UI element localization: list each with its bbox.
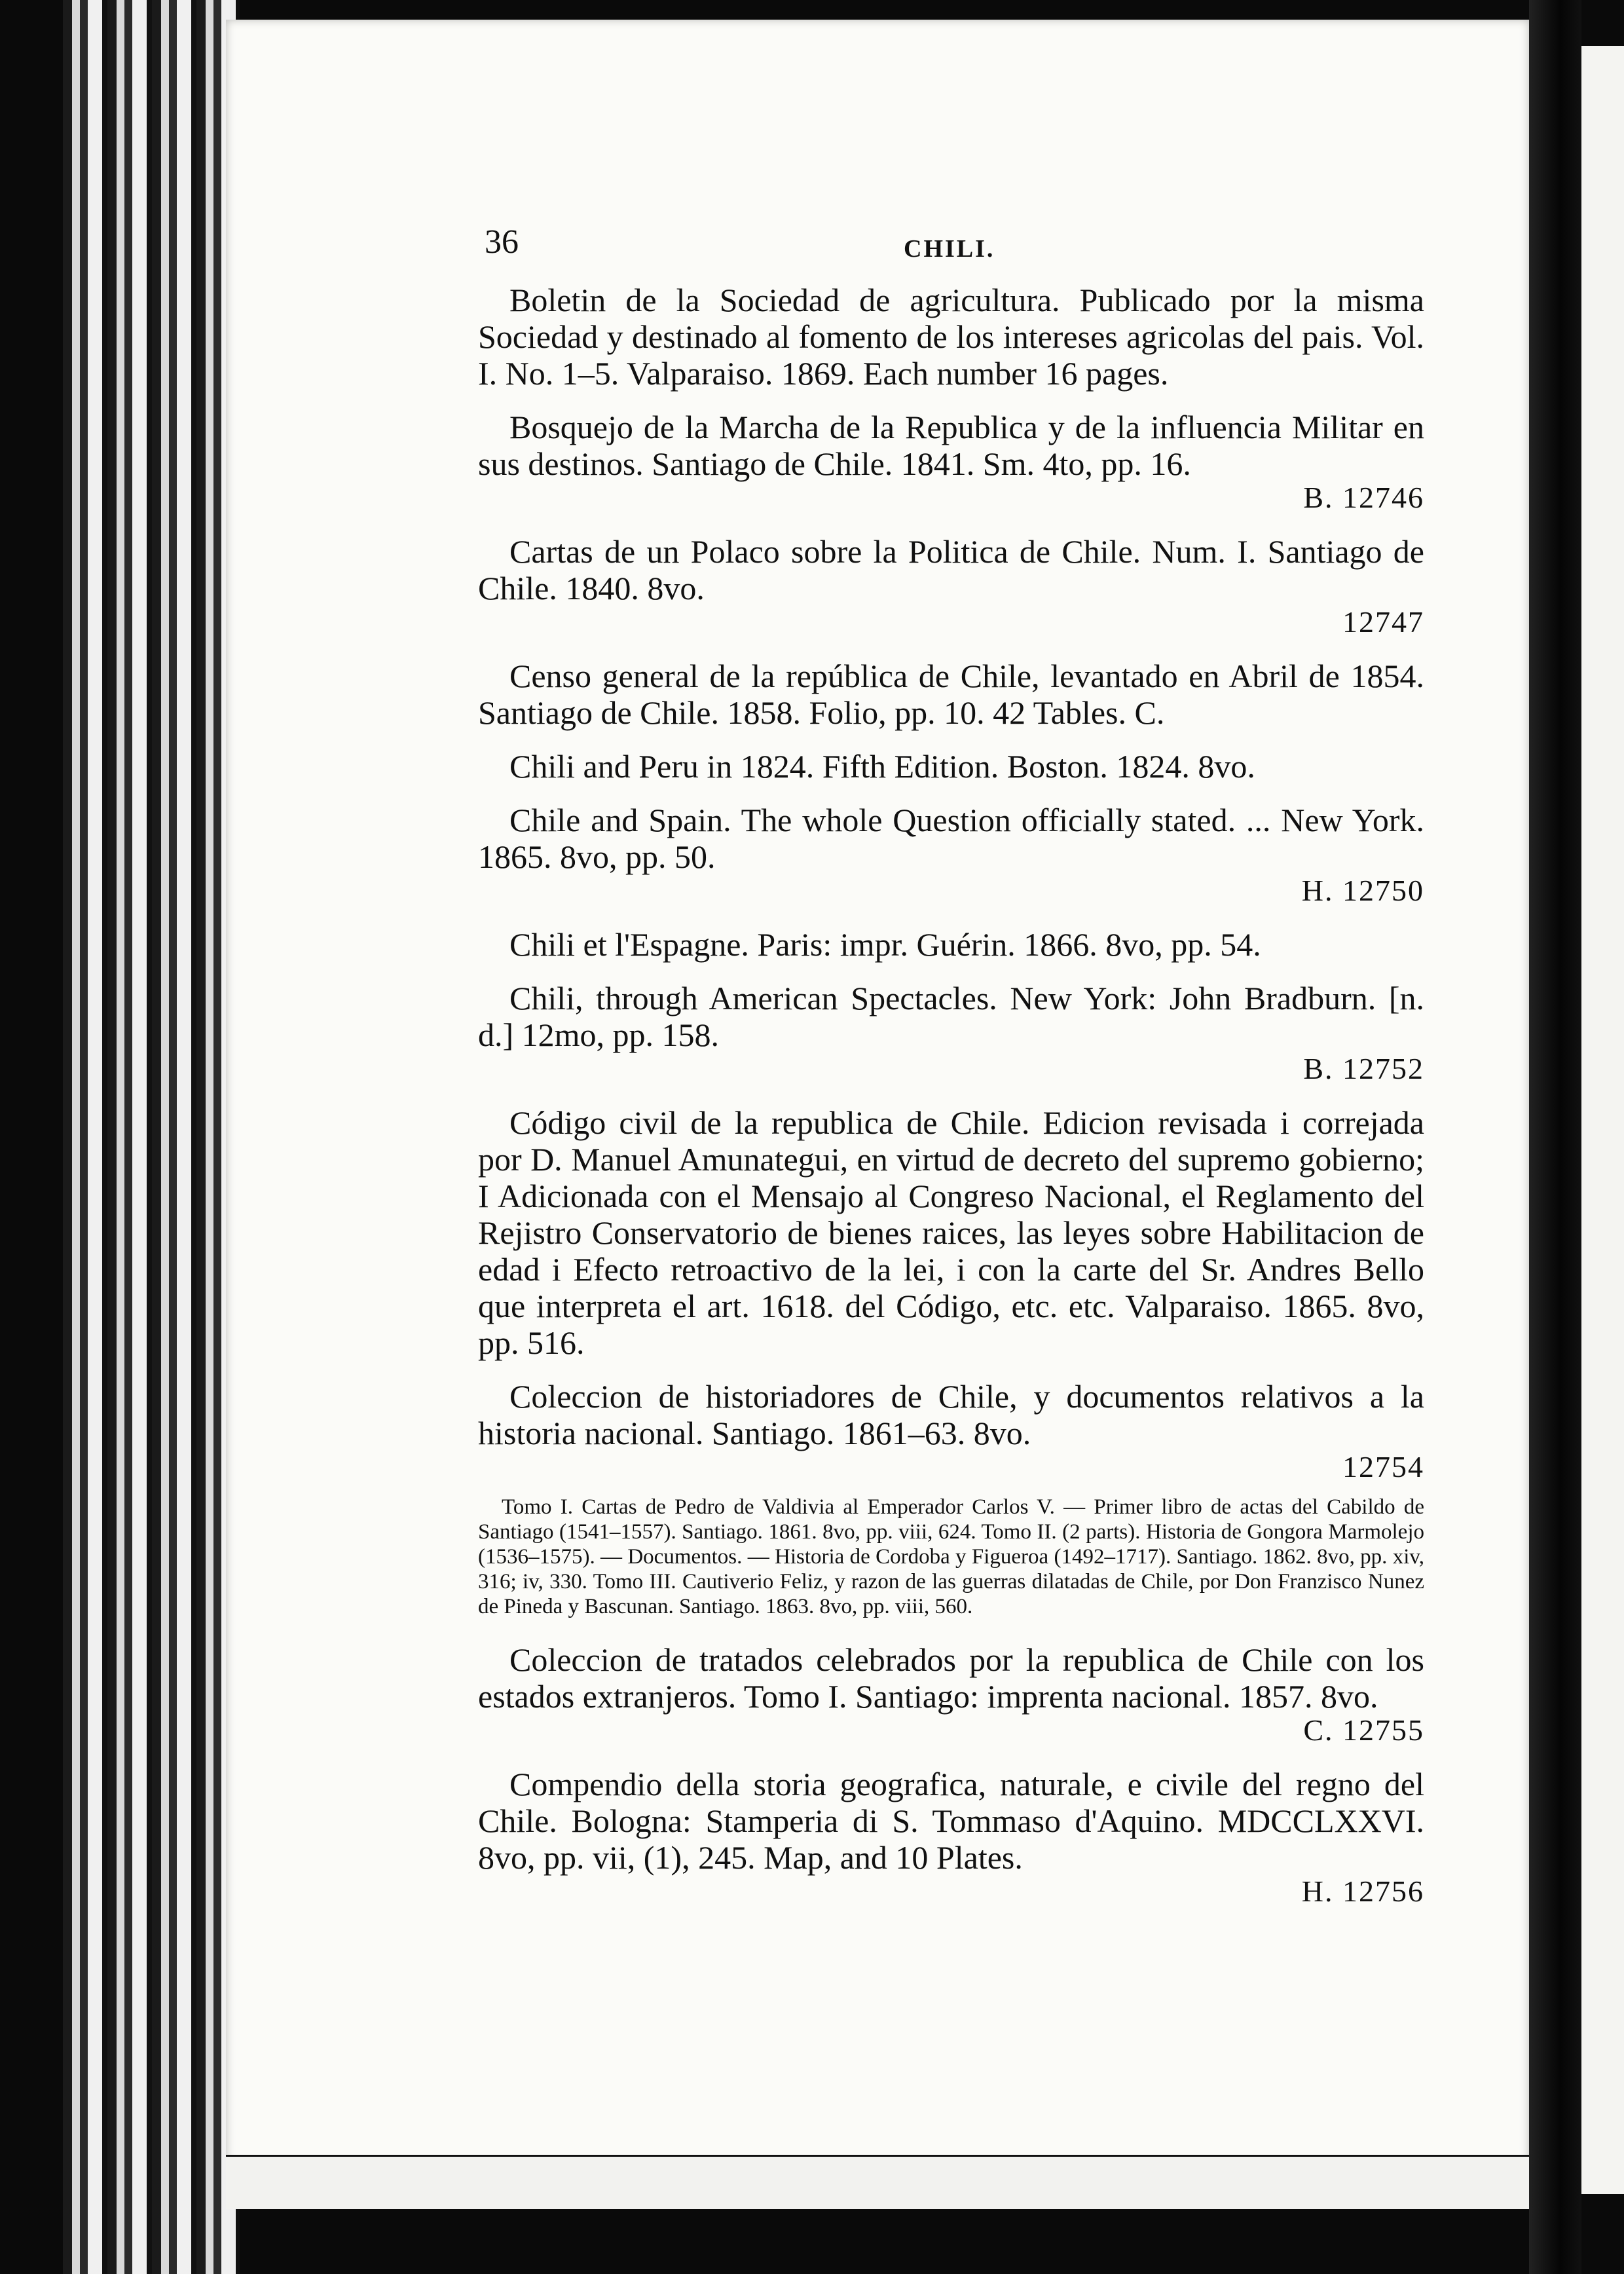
entry-text: Código civil de la republica de Chile. Edicion revisada i correjada por D. Manuel Amunategui, en virtud de decreto del supremo gobierno; I Adicionada con el Mensajo al Congreso Nacional, el Reglamento del Rejistro Conservatorio de bienes raices, las leyes sobre Habilitacion de edad i Efecto retroactivo de la lei, i con la carte del Sr. Andres Bello que interpreta el art. 1618. del Código, etc. etc. Valparaiso. 1865. 8vo, pp. 516. [478, 1104, 1424, 1361]
entry-text: Compendio della storia geografica, naturale, e civile del regno del Chile. Bologna: Stamperia di S. Tommaso d'Aquino. MDCCLXXVI. 8vo, pp. vii, (1), 245. Map, and 10 Plates. [478, 1766, 1424, 1876]
bibliography-entry [478, 1104, 1424, 1361]
entry-contents-note: Tomo I. Cartas de Pedro de Valdivia al Emperador Carlos V. — Primer libro de actas del Cabildo de Santiago (1541–1557). Santiago. 1861. 8vo, pp. viii, 624. Tomo II. (2 parts). Historia de Gongora Marmolejo (1536–1575). — Documentos. — Historia de Cordoba y Figueroa (1492–1717). Santiago. 1862. 8vo, pp. xiv, 316; iv, 330. Tomo III. Cautiverio Feliz, y razon de las guerras dilatadas de Chile, por Don Franzisco Nunez de Pineda y Bascunan. Santiago. 1863. 8vo, pp. viii, 560. [478, 1495, 1424, 1618]
page-number: 36 [485, 223, 519, 261]
entry-reference-number: 12754 [1342, 1450, 1424, 1483]
entry-text: Chili et l'Espagne. Paris: impr. Guérin. 1866. 8vo, pp. 54. [509, 926, 1261, 963]
bibliography-entry [478, 533, 1424, 641]
running-head [478, 223, 1424, 282]
entry-text: Boletin de la Sociedad de agricultura. Publicado por la misma Sociedad y destinado al fomento de los intereses agricolas del pais. Vol. I. No. 1–5. Valparaiso. 1869. Each number 16 pages. [478, 282, 1424, 392]
entry-text: Chile and Spain. The whole Question officially stated. ... New York. 1865. 8vo, pp. 50. [478, 802, 1424, 875]
entry-text: Chili and Peru in 1824. Fifth Edition. Boston. 1824. 8vo. [509, 748, 1255, 785]
bibliography-entry [478, 409, 1424, 516]
bibliography-entry [478, 926, 1424, 963]
entry-reference-number: C. 12755 [1303, 1713, 1424, 1747]
entry-text: Bosquejo de la Marcha de la Republica y de la influencia Militar en sus destinos. Santiago de Chile. 1841. Sm. 4to, pp. 16. [478, 409, 1424, 482]
page-title: CHILI. [904, 235, 995, 263]
entry-text: Chili, through American Spectacles. New York: John Bradburn. [n. d.] 12mo, pp. 158. [478, 980, 1424, 1053]
bibliography-entry [478, 1766, 1424, 1910]
entry-reference-number: H. 12756 [1301, 1874, 1424, 1908]
book-gutter [1529, 0, 1581, 2274]
page-bottom-edge [226, 2155, 1549, 2209]
entry-reference-number: 12747 [1342, 605, 1424, 639]
page-content [478, 223, 1424, 1927]
bibliography-entry [478, 658, 1424, 731]
facing-page-edge [1581, 46, 1624, 2194]
entry-text: Coleccion de tratados celebrados por la republica de Chile con los estados extranjeros. Tomo I. Santiago: imprenta nacional. 1857. 8vo. [478, 1641, 1424, 1715]
entry-reference-number: H. 12750 [1301, 874, 1424, 907]
bibliography-entry [478, 1378, 1424, 1485]
entry-text: Coleccion de historiadores de Chile, y documentos relativos a la historia nacional. Santiago. 1861–63. 8vo. [478, 1378, 1424, 1451]
bibliography-entry [478, 282, 1424, 392]
entry-text: Cartas de un Polaco sobre la Politica de Chile. Num. I. Santiago de Chile. 1840. 8vo. [478, 533, 1424, 606]
entry-reference-number: B. 12746 [1303, 481, 1424, 514]
bibliography-entry [478, 802, 1424, 909]
bibliography-entry [478, 980, 1424, 1087]
entry-text: Censo general de la república de Chile, levantado en Abril de 1854. Santiago de Chile. 1858. Folio, pp. 10. 42 Tables. C. [478, 658, 1424, 731]
entry-reference-number: B. 12752 [1303, 1052, 1424, 1085]
bibliography-entry [478, 1641, 1424, 1749]
book-page-edges [63, 0, 240, 2274]
bibliography-entry [478, 748, 1424, 785]
